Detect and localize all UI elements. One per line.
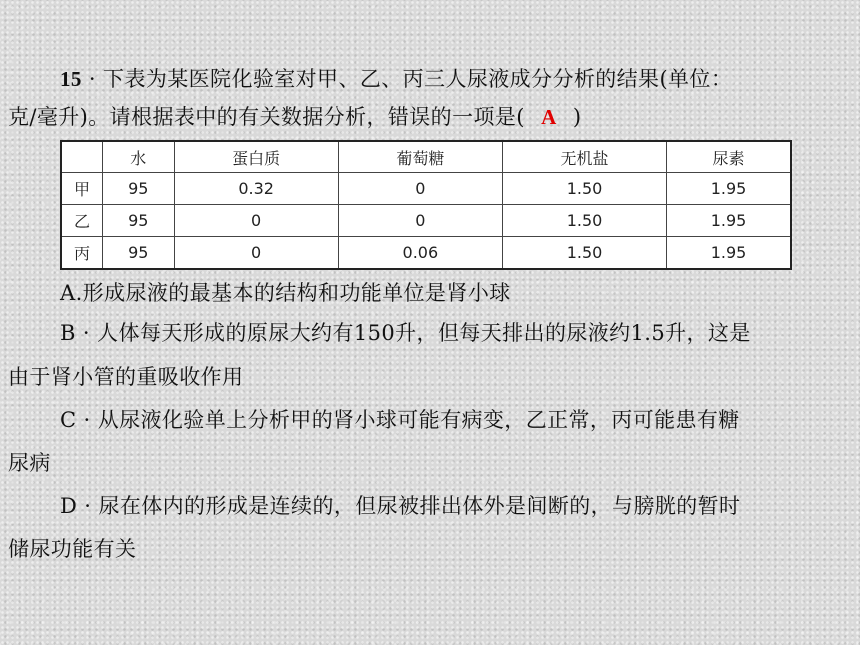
row-label: 甲 bbox=[61, 173, 103, 205]
option-b-line-2: 由于肾小管的重吸收作用 bbox=[8, 365, 244, 389]
option-d-line-1: D · 尿在体内的形成是连续的，但尿被排出体外是间断的，与膀胱的暂时 bbox=[60, 494, 741, 518]
option-a: A.形成尿液的最基本的结构和功能单位是肾小球 bbox=[60, 281, 511, 305]
table-cell: 0 bbox=[174, 237, 338, 270]
table-row bbox=[61, 205, 791, 237]
option-c-line-1: C · 从尿液化验单上分析甲的肾小球可能有病变，乙正常，丙可能患有糖 bbox=[60, 408, 740, 432]
table-cell: 1.95 bbox=[667, 205, 791, 237]
urine-analysis-table bbox=[60, 140, 792, 270]
question-separator: · bbox=[88, 67, 96, 91]
table-header-row bbox=[61, 141, 791, 173]
row-label: 丙 bbox=[61, 237, 103, 270]
table-row bbox=[61, 237, 791, 270]
table-cell: 0 bbox=[338, 205, 502, 237]
table-header-cell: 水 bbox=[103, 141, 175, 173]
table-cell: 0 bbox=[338, 173, 502, 205]
table-header-cell: 无机盐 bbox=[502, 141, 666, 173]
option-d-line-2: 储尿功能有关 bbox=[8, 537, 137, 561]
table-cell: 1.95 bbox=[667, 237, 791, 270]
answer-mark: A bbox=[541, 105, 557, 129]
stem-text-2: 克/毫升)。请根据表中的有关数据分析，错误的一项是( bbox=[8, 105, 525, 129]
table-cell: 1.95 bbox=[667, 173, 791, 205]
option-b-line-1: B · 人体每天形成的原尿大约有150升，但每天排出的尿液约1.5升，这是 bbox=[60, 321, 751, 345]
table-cell: 95 bbox=[103, 173, 175, 205]
question-number: 15 bbox=[60, 67, 82, 91]
table-cell: 95 bbox=[103, 237, 175, 270]
table-cell: 1.50 bbox=[502, 173, 666, 205]
table-cell: 0 bbox=[174, 205, 338, 237]
table-cell: 0.32 bbox=[174, 173, 338, 205]
stem-line-2 bbox=[8, 104, 581, 130]
stem-text-1: 下表为某医院化验室对甲、乙、丙三人尿液成分分析的结果(单位： bbox=[103, 67, 733, 91]
table-cell: 0.06 bbox=[338, 237, 502, 270]
table-header-cell bbox=[61, 141, 103, 173]
table-cell: 1.50 bbox=[502, 205, 666, 237]
stem-close-paren: ) bbox=[572, 105, 582, 129]
table-cell: 1.50 bbox=[502, 237, 666, 270]
option-c-line-2: 尿病 bbox=[8, 451, 51, 475]
row-label: 乙 bbox=[61, 205, 103, 237]
table-cell: 95 bbox=[103, 205, 175, 237]
table-header-cell: 葡萄糖 bbox=[338, 141, 502, 173]
table-header-cell: 蛋白质 bbox=[174, 141, 338, 173]
table-row bbox=[61, 173, 791, 205]
stem-line-1 bbox=[60, 66, 732, 92]
table-header-cell: 尿素 bbox=[667, 141, 791, 173]
